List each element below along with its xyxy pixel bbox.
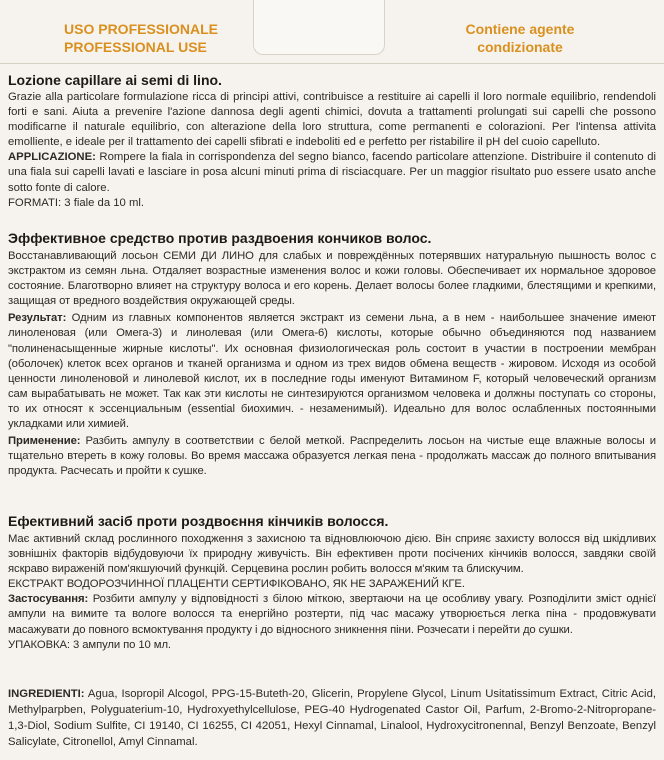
- contiene-agente-text: Contiene agente: [465, 21, 575, 37]
- italian-application-label: APPLICAZIONE:: [8, 151, 96, 164]
- italian-intro: Grazie alla particolare formulazione ricca di principi attivi, contribuisce a restituire ai capelli il loro normale equilibrio, rendendoli forti e sani. Aiuta a prevenire l'azione dannosa degli agenti chimici, dovuta a trattamenti prolungati sui capelli che possono modificarne il naturale equilibrio, con alterazione della loro struttura, come permanenti e colorazioni. Per l'intensa attivita emolliente, e ideale per il trattamento dei capelli sfibrati e indeboliti ed e perfetto per ristabilire il pH del cuoio capelluto.: [8, 91, 656, 149]
- russian-usage-label: Применение:: [8, 435, 81, 448]
- header-band: [0, 0, 664, 66]
- russian-intro: Восстанавливающий лосьон СЕМИ ДИ ЛИНО для слабых и повреждённых потерявших натуральную пышность волос с экстрактом из семян льна. Отдаляет возрастные изменения волос и кожи головы. Обеспечивает их нормальное здоровое состояние. Благотворно влияет на структуру волоса и его корень. Делает волосы более гладкими, блестящими и крепкими, защищая от вредного воздействия окружающей среды.: [8, 250, 656, 308]
- russian-result-text: Одним из главных компонентов является экстракт из семени льна, а в нем - наибольшее значение имеют линоленовая (или Омега-3) и линолевая (или Омега-6) кислоты, которые обычно объединяются под названием "полиненасыщенные жирные кислоты". Их основная физиологическая роль состоит в участии в построении мембран (оболочек) клеток всех органов и тканей организма и одном из трех видов обмена веществ - жировом. Исходя из особой ценности линоленовой и линолевой кислот, их в последние годы именуют Витамином F, который человеческий организм сам вырабатывать не может. Так как эти кислоты не синтезируются организмом человека и должны поступать со стороны, то их относят к эссенциальным (essential биохимич. - незаменимый). Идеально для волос ослабленных постоянными укладками или химией.: [8, 312, 656, 431]
- russian-title: Эффективное средство против раздвоения кончиков волос.: [8, 230, 432, 246]
- package-window-cutout: [253, 0, 385, 55]
- russian-result: [8, 311, 656, 432]
- ukrainian-usage-text: Розбити ампулу у відповідності з білою міткою, звертаючи на це особливу увагу. Розподілити зміст однієї ампули на вимите та вологе волосся та енергійно розтерти, під час масажу утворюється легка піна - продовжувати масажувати до повного всмоктування продукту і до відносного зникнення піни. Розчесати і перейти до сушки.: [8, 593, 656, 636]
- ukrainian-package: УПАКОВКА: 3 ампули по 10 мл.: [8, 638, 171, 651]
- italian-formats: FORMATI: 3 fiale da 10 ml.: [8, 196, 145, 209]
- ukrainian-title: Ефективний засіб проти роздвоєння кінчиків волосся.: [8, 513, 389, 529]
- italian-application-text: Rompere la fiala in corrispondenza del segno bianco, facendo particolare attenzione. Distribuire il contenuto di una fiala sui capelli lavati e lasciare in posa alcuni minuti prima di risciacquare. Per un maggior risultato puo essere usato anche sotto fonte di calore.: [8, 151, 656, 194]
- italian-title: Lozione capillare ai semi di lino.: [8, 72, 222, 88]
- ingredients-text: Agua, Isopropil Alcogol, PPG-15-Buteth-20, Glicerin, Propylene Glycol, Linum Usitatissimum Extract, Citric Acid, Methylparpben, Polyguaterium-10, Hydroxyethylcellulose, PEG-40 Hydrogenated Castor Oil, Parfum, 2-Bromo-2-Nitropropane-1,3-Diol, Sodium Sulfite, CI 19140, CI 16255, CI 42051, Hexyl Cinnamal, Linalool, Hydroxycitronennal, Benzyl Benzoate, Benzyl Salicylate, Citronellol, Amyl Cinnamal.: [8, 688, 656, 748]
- ukrainian-section: [8, 513, 656, 653]
- ingredients-label: INGREDIENTI:: [8, 688, 85, 700]
- condizionate-text: condizionate: [477, 39, 563, 55]
- russian-section: [8, 230, 656, 479]
- russian-usage-text: Разбить ампулу в соответствии с белой меткой. Распределить лосьон на чистые еще влажные волосы и тщательно втереть в кожу головы. Во время массажа образуется легкая пена - продолжать массаж до полного впитывания продукта. Расчесать и пройти к сушке.: [8, 435, 656, 478]
- professional-use-block: [64, 20, 218, 56]
- russian-result-label: Результат:: [8, 312, 67, 325]
- conditioning-agent-block: [420, 20, 620, 56]
- ukrainian-intro: Має активний склад рослинного походження з захисною та відновлюючою дією. Він сприяє захисту волосся від шкідливих зовнішніх факторів відбудовуючи їх природну живучість. Він ефективен проти посічених кінчиків волосся, завдяки своїй яскраво вираженій пом'якшуючий функцій. Серцевина рослин робить волосся м'яким та блискучим.: [8, 533, 656, 576]
- ingredients-section: [8, 686, 656, 750]
- ukrainian-certified: ЕКСТРАКТ ВОДОРОЗЧИННОЇ ПЛАЦЕНТИ СЕРТИФІКОВАНО, ЯК НЕ ЗАРАЖЕНИЙ КГЕ.: [8, 578, 465, 591]
- ukrainian-usage: [8, 592, 656, 637]
- italian-application: [8, 150, 656, 195]
- ukrainian-usage-label: Застосування:: [8, 593, 89, 606]
- header-divider: [0, 63, 664, 64]
- professional-use-text: PROFESSIONAL USE: [64, 39, 207, 55]
- italian-section: [8, 72, 656, 211]
- russian-usage: [8, 434, 656, 479]
- ingredients-list: [8, 686, 656, 750]
- uso-professionale-text: USO PROFESSIONALE: [64, 21, 219, 37]
